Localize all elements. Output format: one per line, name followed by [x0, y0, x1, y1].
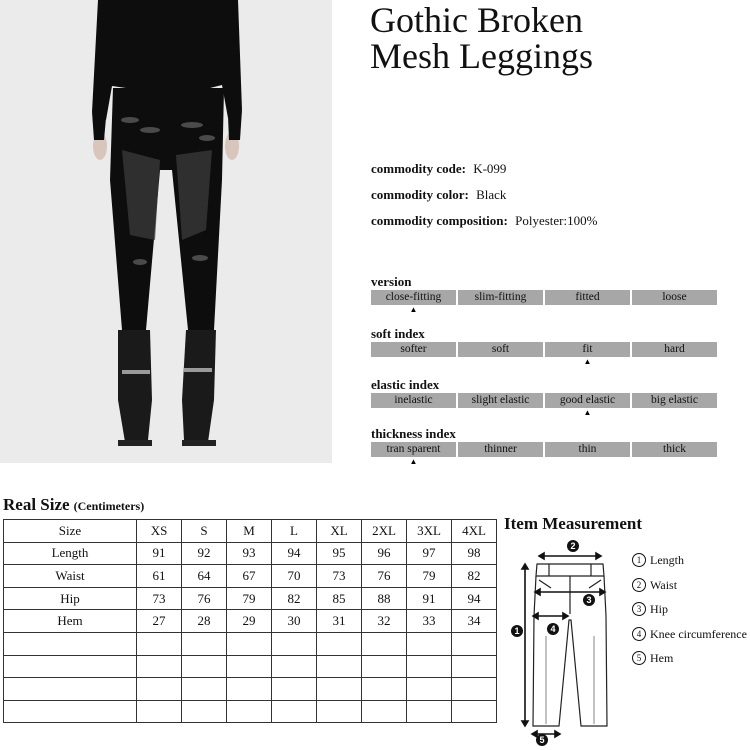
table-row: [4, 655, 497, 678]
scale-option: tran sparent: [371, 442, 456, 457]
commodity-composition-label: commodity composition:: [371, 213, 508, 228]
legend-length: 1 Length: [632, 553, 747, 578]
marker-1: [511, 625, 523, 637]
size-value-cell: 31: [317, 610, 362, 633]
indicator-slot: [458, 305, 543, 315]
commodity-color-value: Black: [476, 187, 507, 202]
size-value-cell: [137, 678, 182, 701]
size-value-cell: [227, 632, 272, 655]
size-value-cell: 73: [137, 587, 182, 610]
scale-option: fitted: [545, 290, 630, 305]
legend-knee-circumference: 4 Knee circumference: [632, 627, 747, 652]
marker-3: [583, 594, 595, 606]
size-value-cell: [452, 632, 497, 655]
size-value-cell: 82: [452, 565, 497, 588]
size-value-cell: [317, 700, 362, 723]
size-value-cell: [272, 700, 317, 723]
size-chart-title: [3, 495, 144, 515]
indicator-slot: [371, 357, 456, 367]
size-value-cell: 82: [272, 587, 317, 610]
size-value-cell: [362, 632, 407, 655]
size-value-cell: [272, 632, 317, 655]
size-value-cell: [137, 632, 182, 655]
scale-option: loose: [632, 290, 717, 305]
indicator-slot: [371, 408, 456, 418]
scale-option: inelastic: [371, 393, 456, 408]
product-title-line-2: Mesh Leggings: [370, 36, 593, 76]
scale-label: thickness index: [371, 426, 456, 441]
measurement-legend: [632, 553, 747, 676]
size-value-cell: 79: [227, 587, 272, 610]
size-value-cell: 33: [407, 610, 452, 633]
product-title: [370, 2, 593, 74]
measure-label: [4, 700, 137, 723]
thickness-index-scale: [371, 426, 717, 467]
soft-index-scale: [371, 326, 717, 367]
commodity-composition-row: [371, 213, 597, 229]
size-value-cell: 70: [272, 565, 317, 588]
size-value-cell: 28: [182, 610, 227, 633]
scale-option: big elastic: [632, 393, 717, 408]
scale-label: elastic index: [371, 377, 440, 392]
table-row: [4, 678, 497, 701]
size-value-cell: [452, 700, 497, 723]
size-value-cell: [317, 632, 362, 655]
commodity-code-row: [371, 161, 506, 177]
selected-indicator-icon: ▲: [409, 457, 418, 466]
size-chart-unit: (Centimeters): [73, 499, 145, 513]
indicator-slot: [458, 457, 543, 467]
size-header-cell: 4XL: [452, 520, 497, 543]
size-value-cell: [227, 678, 272, 701]
size-value-cell: 91: [137, 542, 182, 565]
scale-option: thick: [632, 442, 717, 457]
measure-label: Length: [4, 542, 137, 565]
scale-option: thinner: [458, 442, 543, 457]
size-value-cell: [182, 632, 227, 655]
size-value-cell: [137, 700, 182, 723]
size-value-cell: 64: [182, 565, 227, 588]
scale-option: softer: [371, 342, 456, 357]
svg-text:2: 2: [570, 541, 576, 551]
table-row: [4, 610, 497, 633]
table-row: [4, 632, 497, 655]
table-row: [4, 700, 497, 723]
measure-label: [4, 678, 137, 701]
size-value-cell: 32: [362, 610, 407, 633]
scale-option: soft: [458, 342, 543, 357]
size-value-cell: [407, 678, 452, 701]
indicator-slot: [632, 305, 717, 315]
marker-5: [536, 734, 548, 746]
size-value-cell: 29: [227, 610, 272, 633]
legend-hem: 5 Hem: [632, 651, 747, 676]
svg-text:5: 5: [539, 735, 545, 745]
size-value-cell: 34: [452, 610, 497, 633]
indicator-slot: [458, 357, 543, 367]
size-header-cell: L: [272, 520, 317, 543]
elastic-index-scale: [371, 377, 717, 418]
leggings-model-illustration: [0, 0, 332, 463]
size-value-cell: 95: [317, 542, 362, 565]
svg-text:4: 4: [550, 624, 556, 634]
commodity-color-label: commodity color:: [371, 187, 469, 202]
size-header-cell: 2XL: [362, 520, 407, 543]
version-scale: [371, 274, 717, 315]
measure-label: [4, 632, 137, 655]
scale-option: close-fitting: [371, 290, 456, 305]
size-chart-title-text: Real Size: [3, 495, 70, 514]
scale-option: hard: [632, 342, 717, 357]
size-value-cell: 92: [182, 542, 227, 565]
size-value-cell: [362, 655, 407, 678]
measure-label: Waist: [4, 565, 137, 588]
size-value-cell: [137, 655, 182, 678]
size-value-cell: [182, 655, 227, 678]
scale-label: version: [371, 274, 412, 289]
selected-indicator-icon: ▲: [583, 408, 592, 417]
size-value-cell: 73: [317, 565, 362, 588]
size-value-cell: 91: [407, 587, 452, 610]
size-value-cell: [362, 678, 407, 701]
size-value-cell: 96: [362, 542, 407, 565]
measure-label: [4, 655, 137, 678]
size-header-row: [4, 520, 497, 543]
size-value-cell: [182, 700, 227, 723]
scale-option: slight elastic: [458, 393, 543, 408]
size-value-cell: 94: [272, 542, 317, 565]
selected-indicator-icon: ▲: [409, 305, 418, 314]
scale-label: soft index: [371, 326, 425, 341]
size-value-cell: [452, 655, 497, 678]
size-value-cell: 94: [452, 587, 497, 610]
size-value-cell: 76: [362, 565, 407, 588]
item-measurement-title: Item Measurement: [504, 514, 643, 533]
size-value-cell: [407, 700, 452, 723]
size-value-cell: [227, 655, 272, 678]
size-header-cell: M: [227, 520, 272, 543]
size-value-cell: [272, 678, 317, 701]
size-value-cell: [407, 655, 452, 678]
legend-hip: 3 Hip: [632, 602, 747, 627]
size-value-cell: 98: [452, 542, 497, 565]
size-header-cell: 3XL: [407, 520, 452, 543]
scale-option: thin: [545, 442, 630, 457]
size-value-cell: [317, 678, 362, 701]
size-value-cell: [182, 678, 227, 701]
size-value-cell: 85: [317, 587, 362, 610]
size-value-cell: 76: [182, 587, 227, 610]
table-row: [4, 587, 497, 610]
marker-2: [567, 540, 579, 552]
indicator-slot: [632, 357, 717, 367]
indicator-slot: [458, 408, 543, 418]
size-header-cell: XS: [137, 520, 182, 543]
pants-measurement-diagram: [503, 536, 628, 746]
measure-label: Hem: [4, 610, 137, 633]
product-title-line-1: Gothic Broken: [370, 0, 583, 40]
legend-waist: 2 Waist: [632, 578, 747, 603]
size-value-cell: 30: [272, 610, 317, 633]
selected-indicator-icon: ▲: [583, 357, 592, 366]
commodity-code-value: K-099: [473, 161, 507, 176]
size-value-cell: 27: [137, 610, 182, 633]
commodity-color-row: [371, 187, 506, 203]
table-row: [4, 542, 497, 565]
size-value-cell: [272, 655, 317, 678]
scale-option: slim-fitting: [458, 290, 543, 305]
product-photo: [0, 0, 332, 463]
svg-text:1: 1: [514, 626, 520, 636]
size-value-cell: 67: [227, 565, 272, 588]
indicator-slot: [545, 305, 630, 315]
indicator-slot: [632, 457, 717, 467]
size-value-cell: 79: [407, 565, 452, 588]
svg-text:3: 3: [586, 595, 592, 605]
table-row: [4, 565, 497, 588]
commodity-composition-value: Polyester:100%: [515, 213, 598, 228]
indicator-slot: [632, 408, 717, 418]
size-value-cell: [227, 700, 272, 723]
size-value-cell: 93: [227, 542, 272, 565]
marker-4: [547, 623, 559, 635]
size-header-label: Size: [4, 520, 137, 543]
size-value-cell: [407, 632, 452, 655]
size-value-cell: 88: [362, 587, 407, 610]
commodity-code-label: commodity code:: [371, 161, 466, 176]
size-chart-table: [3, 519, 497, 723]
size-header-cell: S: [182, 520, 227, 543]
size-value-cell: 97: [407, 542, 452, 565]
size-value-cell: [317, 655, 362, 678]
size-value-cell: 61: [137, 565, 182, 588]
size-value-cell: [362, 700, 407, 723]
scale-option: good elastic: [545, 393, 630, 408]
size-value-cell: [452, 678, 497, 701]
indicator-slot: [545, 457, 630, 467]
measure-label: Hip: [4, 587, 137, 610]
scale-option: fit: [545, 342, 630, 357]
size-header-cell: XL: [317, 520, 362, 543]
